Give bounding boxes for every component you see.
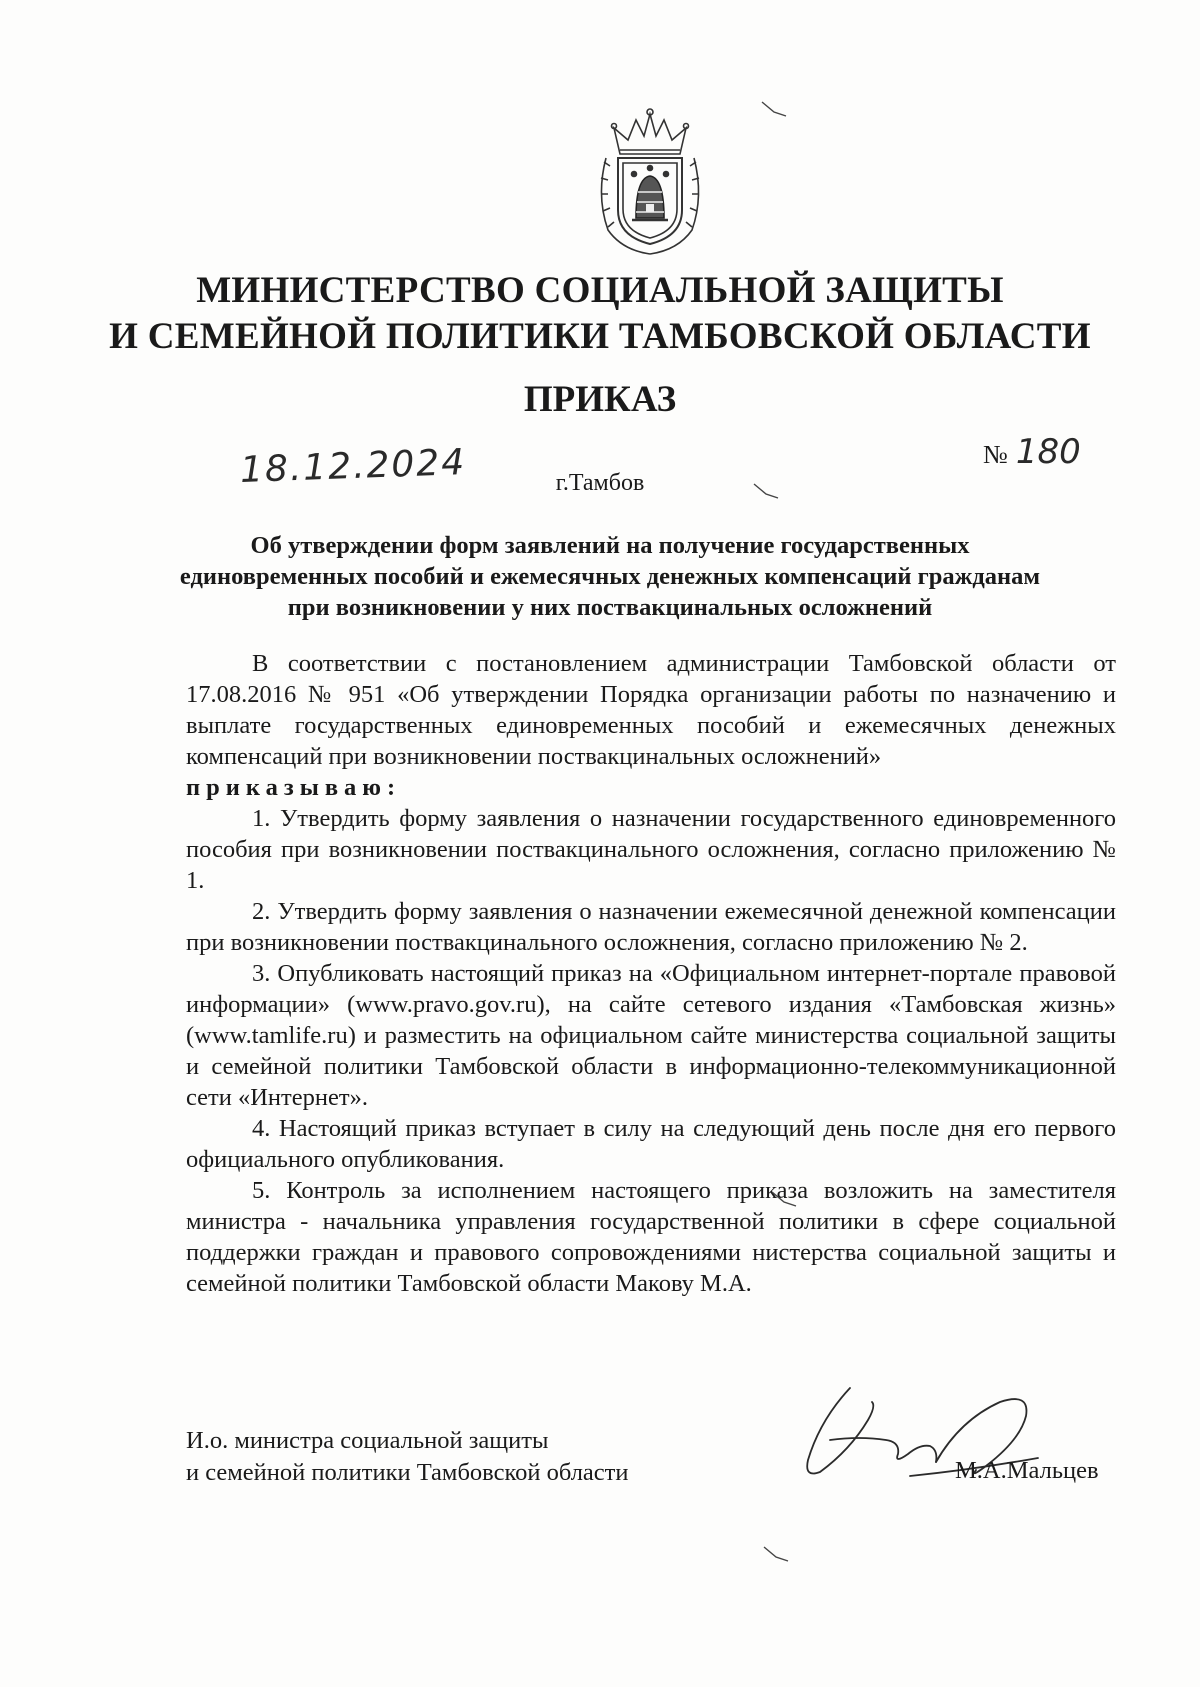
ministry-name-line1: МИНИСТЕРСТВО СОЦИАЛЬНОЙ ЗАЩИТЫ (196, 270, 1004, 311)
tambov-coat-of-arms-icon (592, 106, 708, 256)
signatory-position-line1: И.о. министра социальной защиты (186, 1427, 549, 1454)
order-number (983, 432, 1081, 472)
preamble-paragraph: В соответствии с постановлением администрации Тамбовской области от 17.08.2016 № 951 «Об утверждении Порядка организации работы по назначению и выплате государственных единовременных пособий и ежемесячных денежных компенсаций при возникновении поствакцинальных осложнений» (186, 650, 1116, 770)
document-type-title: ПРИКАЗ (523, 379, 677, 420)
order-body (186, 648, 1116, 1299)
order-subject (170, 530, 1050, 623)
ministry-name (0, 268, 1200, 360)
scan-speck-icon (770, 1190, 800, 1210)
ministry-name-line2: И СЕМЕЙНОЙ ПОЛИТИКИ ТАМБОВСКОЙ ОБЛАСТИ (109, 316, 1091, 357)
order-item-1: 1. Утвердить форму заявления о назначении государственного единовременного пособия при возникновении поствакцинального осложнения, согласно приложению № 1. (186, 805, 1116, 894)
order-date: 18.12.2024 (239, 442, 467, 491)
signatory-name: М.А.Мальцев (955, 1457, 1099, 1484)
order-item-2: 2. Утвердить форму заявления о назначении ежемесячной денежной компенсации при возникновении поствакцинального осложнения, согласно приложению № 2. (186, 898, 1116, 956)
order-item-3: 3. Опубликовать настоящий приказ на «Официальном интернет-портале правовой информации» (www.pravo.gov.ru), на сайте сетевого издания «Тамбовская жизнь» (www.tamlife.ru) и разместить на официальном сайте министерства социальной защиты и семейной политики Тамбовской области в информационно-телекоммуникационной сети «Интернет». (186, 960, 1116, 1111)
subject-line3: при возникновении у них поствакцинальных осложнений (287, 594, 933, 621)
scan-speck-icon (752, 482, 782, 502)
signatory-position-line2: и семейной политики Тамбовской области (186, 1459, 629, 1486)
order-item-4: 4. Настоящий приказ вступает в силу на следующий день после дня его первого официального опубликования. (186, 1115, 1116, 1173)
order-number-value: 180 (1015, 432, 1081, 472)
signatory-position (186, 1425, 629, 1489)
city-line: г.Тамбов (555, 470, 645, 496)
subject-line2: единовременных пособий и ежемесячных денежных компенсаций гражданам (179, 563, 1041, 590)
scan-speck-icon (760, 100, 790, 120)
decree-word: приказываю: (186, 774, 402, 801)
subject-line1: Об утверждении форм заявлений на получение государственных (250, 532, 970, 559)
scan-speck-icon (762, 1545, 792, 1565)
number-sign: № (983, 440, 1008, 469)
order-item-5: 5. Контроль за исполнением настоящего приказа возложить на заместителя министра - начальника управления государственной политики в сфере социальной поддержки граждан и правового сопровождениями нистерства социальной защиты и семейной политики Тамбовской области Макову М.А. (186, 1177, 1116, 1297)
